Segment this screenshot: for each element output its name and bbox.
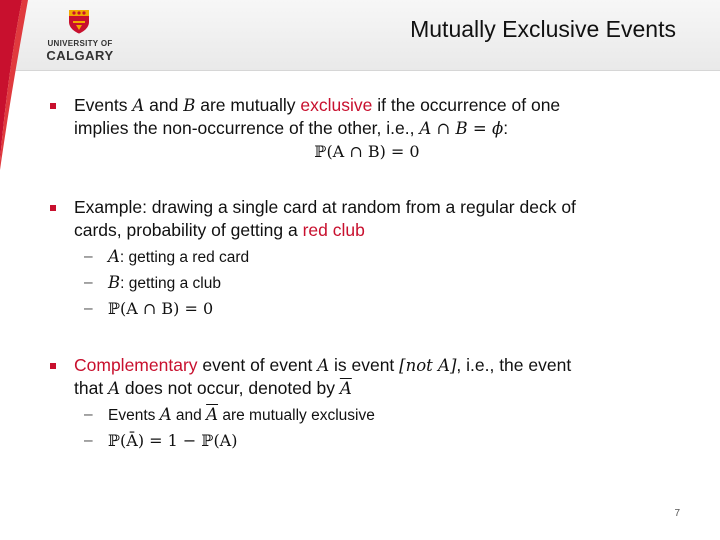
text-run: :	[503, 118, 509, 138]
page-number: 7	[674, 508, 680, 519]
text-run: event of event	[197, 355, 318, 375]
bullet-line	[74, 219, 660, 242]
text-run: are mutually exclusive	[218, 407, 375, 424]
bullet-line	[74, 354, 660, 377]
text-run: does not occur, denoted by	[119, 378, 340, 398]
math-symbol: A	[108, 379, 120, 398]
math-symbol: A	[108, 247, 120, 266]
logo-text-line2: CALGARY	[46, 48, 114, 63]
crest-icon	[68, 8, 90, 34]
highlight-text: exclusive	[300, 95, 373, 115]
dash-marker: –	[84, 248, 93, 265]
text-run: implies the non-occurrence of the other, i.e.,	[74, 118, 420, 138]
text-run: cards, probability of getting a	[74, 220, 303, 240]
sub-item	[50, 428, 660, 454]
dash-marker: –	[84, 406, 93, 423]
math-symbol-complement: $\overline{A}$	[339, 379, 352, 398]
math-formula: [not A]	[399, 356, 457, 375]
text-run: : getting a red card	[119, 249, 250, 266]
math-symbol: B	[183, 96, 196, 115]
math-formula: ℙ(Ā) = 1 − ℙ(A)	[108, 431, 238, 450]
dash-marker: –	[84, 274, 93, 291]
highlight-text: Complementary	[74, 355, 198, 375]
math-symbol: B	[108, 273, 121, 292]
slide-content	[50, 94, 660, 454]
bullet-line	[74, 94, 660, 117]
bullet-line	[74, 117, 660, 140]
text-run: Events	[74, 95, 133, 115]
sub-item	[50, 244, 660, 270]
math-formula: A ∩ B = ϕ	[419, 119, 504, 138]
text-run: if the occurrence of one	[372, 95, 561, 115]
text-run: are mutually	[195, 95, 301, 115]
slide-title: Mutually Exclusive Events	[410, 16, 676, 42]
text-run: and	[171, 407, 207, 424]
math-symbol: A	[317, 356, 330, 375]
text-run: Events	[108, 407, 160, 424]
bullet-mutually-exclusive	[50, 94, 660, 140]
text-run: : getting a club	[120, 275, 221, 292]
text-run: , i.e., the event	[456, 355, 572, 375]
highlight-text: red club	[302, 220, 365, 240]
text-run: is event	[329, 355, 400, 375]
sub-item	[50, 296, 660, 322]
bullet-example	[50, 196, 660, 242]
bullet-complementary	[50, 354, 660, 400]
bullet-square-icon	[50, 363, 56, 369]
bullet-line: Example: drawing a single card at random from a regular deck of	[74, 197, 576, 217]
math-symbol: A	[159, 405, 172, 424]
text-run: and	[144, 95, 184, 115]
logo-text-line1: UNIVERSITY OF	[47, 39, 113, 48]
math-symbol-complement: $\overline{A}$	[206, 405, 219, 424]
sub-list	[50, 402, 660, 454]
sub-item	[50, 270, 660, 296]
bullet-square-icon	[50, 205, 56, 211]
bullet-line	[74, 377, 660, 400]
dash-marker: –	[84, 432, 93, 449]
sub-list	[50, 244, 660, 322]
math-formula: ℙ(A ∩ B) = 0	[108, 299, 214, 318]
centered-formula: ℙ(A ∩ B) = 0	[314, 142, 420, 161]
text-run: that	[74, 378, 109, 398]
math-symbol: A	[132, 96, 145, 115]
sub-item	[50, 402, 660, 428]
university-logo	[40, 6, 120, 66]
dash-marker: –	[84, 300, 93, 317]
